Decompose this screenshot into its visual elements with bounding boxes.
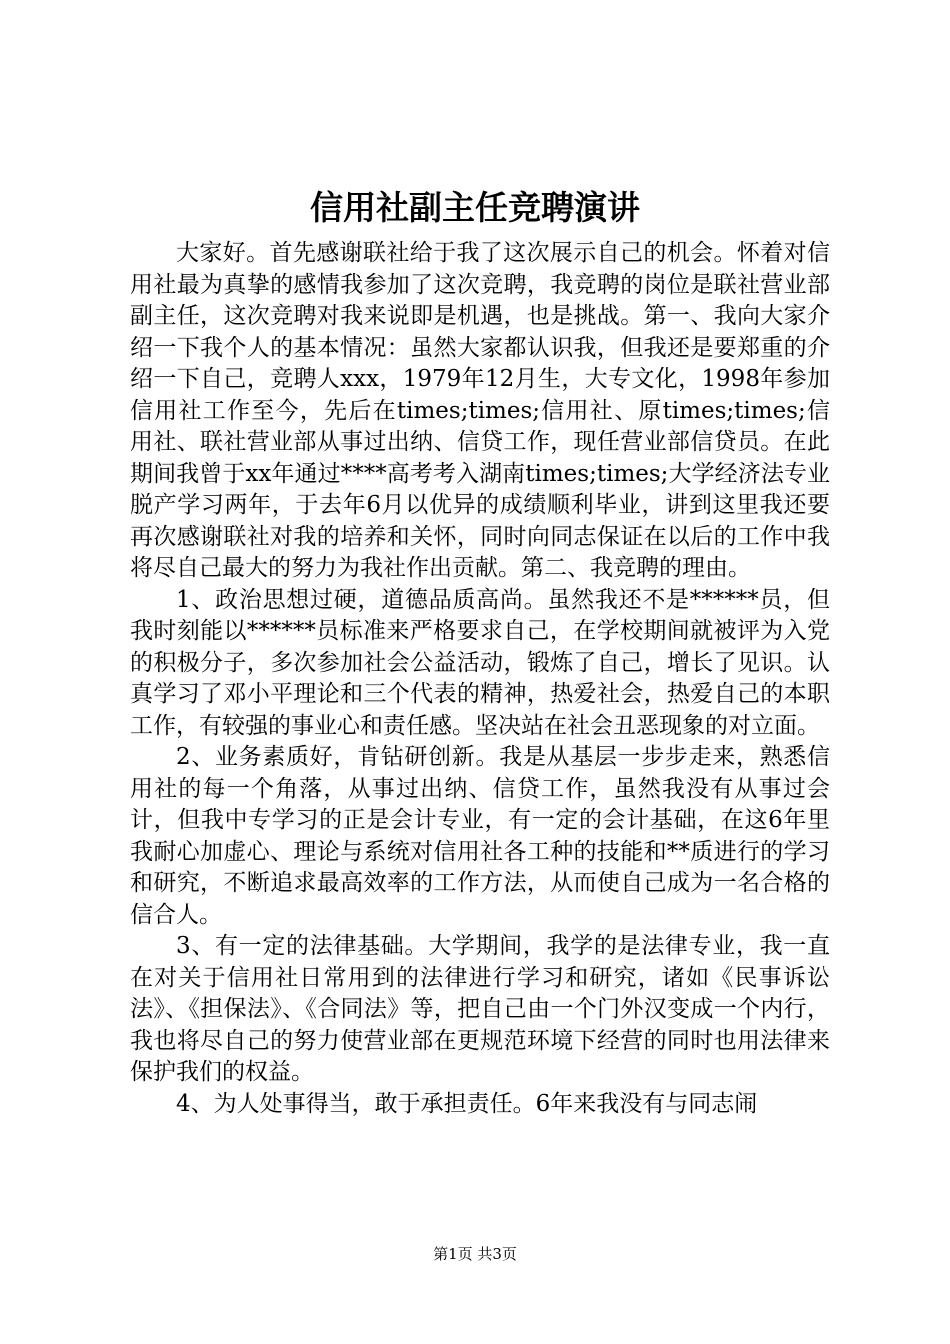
paragraph-reason-2: 2、业务素质好，肯钻研创新。我是从基层一步步走来，熟悉信用社的每一个角落，从事过出纳、信贷工作，虽然我没有从事过会计，但我中专学习的正是会计专业，有一定的会计基础，在这6年里我耐心加虚心、理论与系统对信用社各工种的技能和**质进行的学习和研究，不断追求最高效率的工作方法，从而使自己成为一名合格的信合人。 <box>130 744 830 928</box>
paragraph-intro: 大家好。首先感谢联社给于我了这次展示自己的机会。怀着对信用社最为真挚的感情我参加了这次竞聘，我竞聘的岗位是联社营业部副主任，这次竞聘对我来说即是机遇，也是挑战。第一、我向大家介绍一下我个人的基本情况：虽然大家都认识我，但我还是要郑重的介绍一下自己，竞聘人xxx，1979年12月生，大专文化，1998年参加信用社工作至今，先后在times;times;信用社、原times;times;信用社、联社营业部从事过出纳、信贷工作，现任营业部信贷员。在此期间我曾于xx年通过****高考考入湖南times;times;大学经济法专业脱产学习两年，于去年6月以优异的成绩顺利毕业，讲到这里我还要再次感谢联社对我的培养和关怀，同时向同志保证在以后的工作中我将尽自己最大的努力为我社作出贡献。第二、我竞聘的理由。 <box>130 240 830 581</box>
document-body <box>130 238 830 1120</box>
paragraph-reason-4: 4、为人处事得当，敢于承担责任。6年来我没有与同志闹 <box>176 1090 758 1117</box>
paragraph-reason-3: 3、有一定的法律基础。大学期间，我学的是法律专业，我一直在对关于信用社日常用到的法律进行学习和研究，诸如《民事诉讼法》、《担保法》、《合同法》等，把自己由一个门外汉变成一个内行，我也将尽自己的努力使营业部在更规范环境下经营的同时也用法律来保护我们的权益。 <box>130 933 830 1085</box>
page-footer: 第1页 共3页 <box>433 1245 517 1263</box>
document-title: 信用社副主任竞聘演讲 <box>310 188 640 227</box>
paragraph-reason-1: 1、政治思想过硬，道德品质高尚。虽然我还不是******员，但我时刻能以******员标准来严格要求自己，在学校期间就被评为入党的积极分子，多次参加社会公益活动，锻炼了自己，增长了见识。认真学习了邓小平理论和三个代表的精神，热爱社会，热爱自己的本职工作，有较强的事业心和责任感。坚决站在社会丑恶现象的对立面。 <box>130 586 830 739</box>
